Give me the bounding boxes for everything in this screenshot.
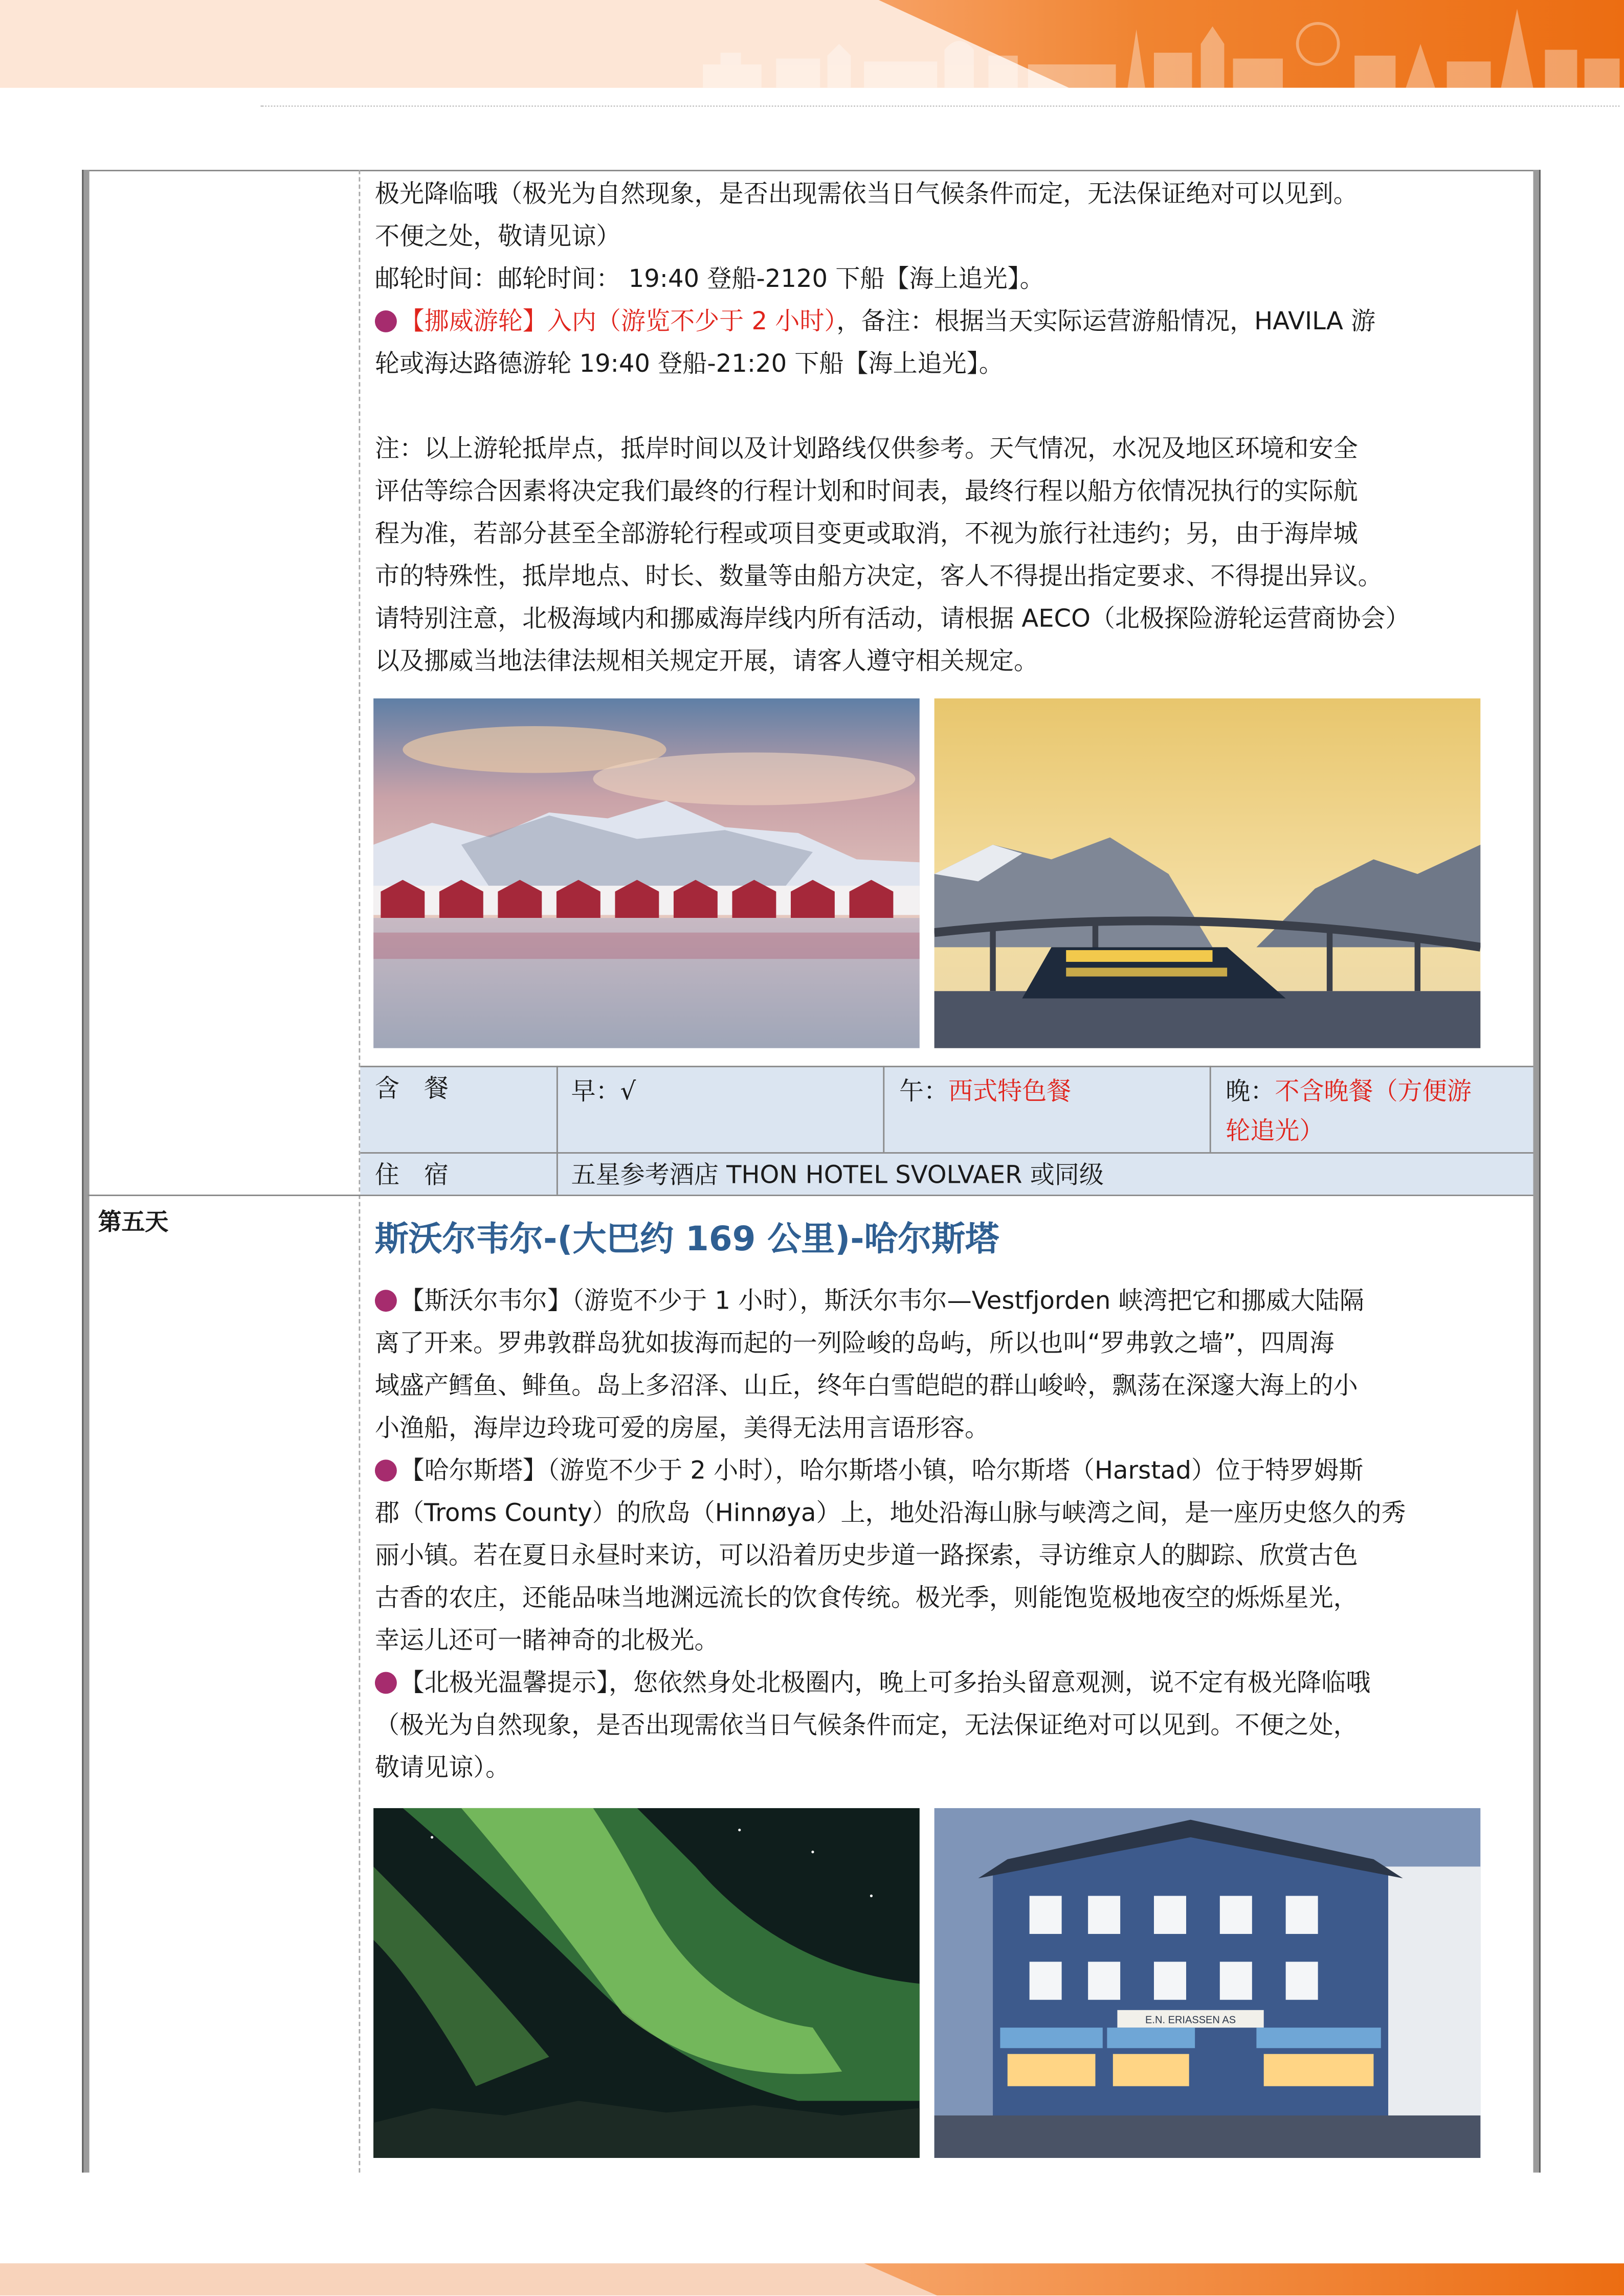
grid-line (1210, 1066, 1211, 1152)
day4-note-line: 请特别注意，北极海域内和挪威海岸线内所有活动，请根据 AECO（北极探险游轮运营商协会） (374, 603, 1410, 633)
harstad-blue-building-photo (935, 1808, 1481, 2158)
day5-route-title: 斯沃尔韦尔-(大巴约 169 公里)-哈尔斯塔 (374, 1221, 999, 1259)
svolvaer-red-cabins-photo (373, 699, 920, 1048)
bullet-dot-icon (375, 1459, 397, 1481)
day5-text-line: 小渔船，海岸边玲珑可爱的房屋，美得无法用言语形容。 (374, 1412, 990, 1442)
day4-note-line: 程为准，若部分甚至全部游轮行程或项目变更或取消，不视为旅行社违约；另，由于海岸城 (374, 518, 1358, 548)
shop-sign-text: E.N. ERIASSEN AS (1145, 2014, 1236, 2026)
day5-text-line: 域盛产鳕鱼、鲱鱼。岛上多沼泽、山丘，终年白雪皑皑的群山峻岭，飘荡在深邃大海上的小 (374, 1370, 1358, 1400)
cruise-ship-bridge-photo (935, 699, 1481, 1048)
harstad-item: 【哈尔斯塔】（游览不少于 2 小时），哈尔斯塔小镇，哈尔斯塔（Harstad）位于特罗姆斯 (399, 1455, 1364, 1485)
table-top-border (82, 170, 1539, 171)
aurora-tip-item: 【北极光温馨提示】，您依然身处北极圈内，晚上可多抬头留意观测，说不定有极光降临哦 (399, 1667, 1371, 1697)
bullet-dot-icon (375, 1672, 397, 1694)
dinner-value (1226, 1070, 1472, 1111)
footer-orange-sweep (864, 2263, 1624, 2295)
lunch-meal: 西式特色餐 (948, 1076, 1072, 1106)
footer-band (0, 2263, 1624, 2295)
table-right-border (1533, 170, 1540, 2173)
day5-text-line (375, 1661, 1529, 1704)
lunch-value (899, 1070, 1071, 1111)
meal-label: 含 餐 (374, 1073, 449, 1102)
lodging-value: 五星参考酒店 THON HOTEL SVOLVAER 或同级 (571, 1159, 1104, 1189)
day4-cruise-item-line2: 轮或海达路德游轮 19:40 登船-21:20 下船【海上追光】。 (374, 348, 1004, 378)
day4-note-line: 市的特殊性，抵岸地点、时长、数量等由船方决定，客人不得提出指定要求、不得提出异议。 (374, 560, 1383, 590)
day5-text-line: 郡（Troms County）的欣岛（Hinnøya）上，地处沿海山脉与峡湾之间，是一座历史悠久的秀 (374, 1497, 1406, 1527)
day5-text-line: 幸运儿还可一睹神奇的北极光。 (374, 1625, 719, 1655)
day4-cruise-time: 邮轮时间：邮轮时间： 19:40 登船-2120 下船【海上追光】。 (374, 263, 1044, 293)
day5-text-line: 离了开来。罗弗敦群岛犹如拔海而起的一列险峻的岛屿，所以也叫“罗弗敦之墙”，四周海 (374, 1327, 1334, 1357)
breakfast-value: 早：√ (571, 1076, 636, 1106)
bullet-dot-icon (375, 1290, 397, 1312)
day5-text-line: （极光为自然现象，是否出现需依当日气候条件而定，无法保证绝对可以见到。不便之处， (374, 1709, 1358, 1740)
day4-note-line: 以及挪威当地法律法规相关规定开展，请客人遵守相关规定。 (374, 645, 1039, 675)
grid-line (557, 1066, 558, 1195)
header-dotted-rule (261, 105, 1620, 107)
day5-text-line: 古香的农庄，还能品味当地渊远流长的饮食传统。极光季，则能饱览极地夜空的烁烁星光， (374, 1582, 1358, 1612)
day5-text-line (375, 1449, 1529, 1492)
day5-text-line (375, 1279, 1529, 1322)
day4-cruise-item (375, 300, 1529, 343)
cruise-note: ，备注：根据当天实际运营游船情况，HAVILA 游 (836, 306, 1376, 335)
day4-text-line: 极光降临哦（极光为自然现象，是否出现需依当日气候条件而定，无法保证绝对可以见到。 (374, 178, 1358, 208)
grid-line (360, 1066, 1533, 1067)
dinner-prefix: 晚： (1226, 1076, 1275, 1106)
day5-text-line: 敬请见谅）。 (374, 1752, 510, 1782)
bullet-dot-icon (375, 310, 397, 332)
day4-note-line: 注：以上游轮抵岸点，抵岸时间以及计划路线仅供参考。天气情况，水况及地区环境和安全 (374, 433, 1358, 463)
day4-text-line: 不便之处，敬请见谅） (374, 221, 621, 251)
northern-lights-photo (373, 1808, 920, 2158)
lodging-label: 住 宿 (374, 1159, 449, 1189)
grid-line (883, 1066, 884, 1152)
day4-note-line: 评估等综合因素将决定我们最终的行程计划和时间表，最终行程以船方依情况执行的实际航 (374, 476, 1358, 505)
city-skyline-icon (688, 0, 1624, 88)
dinner-meal-line2: 轮追光） (1226, 1115, 1324, 1145)
table-left-border (82, 170, 89, 2173)
cruise-highlight: 【挪威游轮】入内（游览不少于 2 小时） (399, 306, 837, 335)
lunch-prefix: 午： (899, 1076, 948, 1106)
day-label: 第五天 (98, 1207, 169, 1236)
day-row-divider (88, 1195, 1533, 1196)
dinner-meal: 不含晚餐（方便游 (1275, 1076, 1472, 1106)
svolvaer-item: 【斯沃尔韦尔】（游览不少于 1 小时），斯沃尔韦尔—Vestfjorden 峡湾把它和挪威大陆隔 (399, 1285, 1365, 1315)
day5-text-line: 丽小镇。若在夏日永昼时来访，可以沿着历史步道一路探索，寻访维京人的脚踪、欣赏古色 (374, 1540, 1358, 1570)
header-banner (0, 0, 1624, 88)
